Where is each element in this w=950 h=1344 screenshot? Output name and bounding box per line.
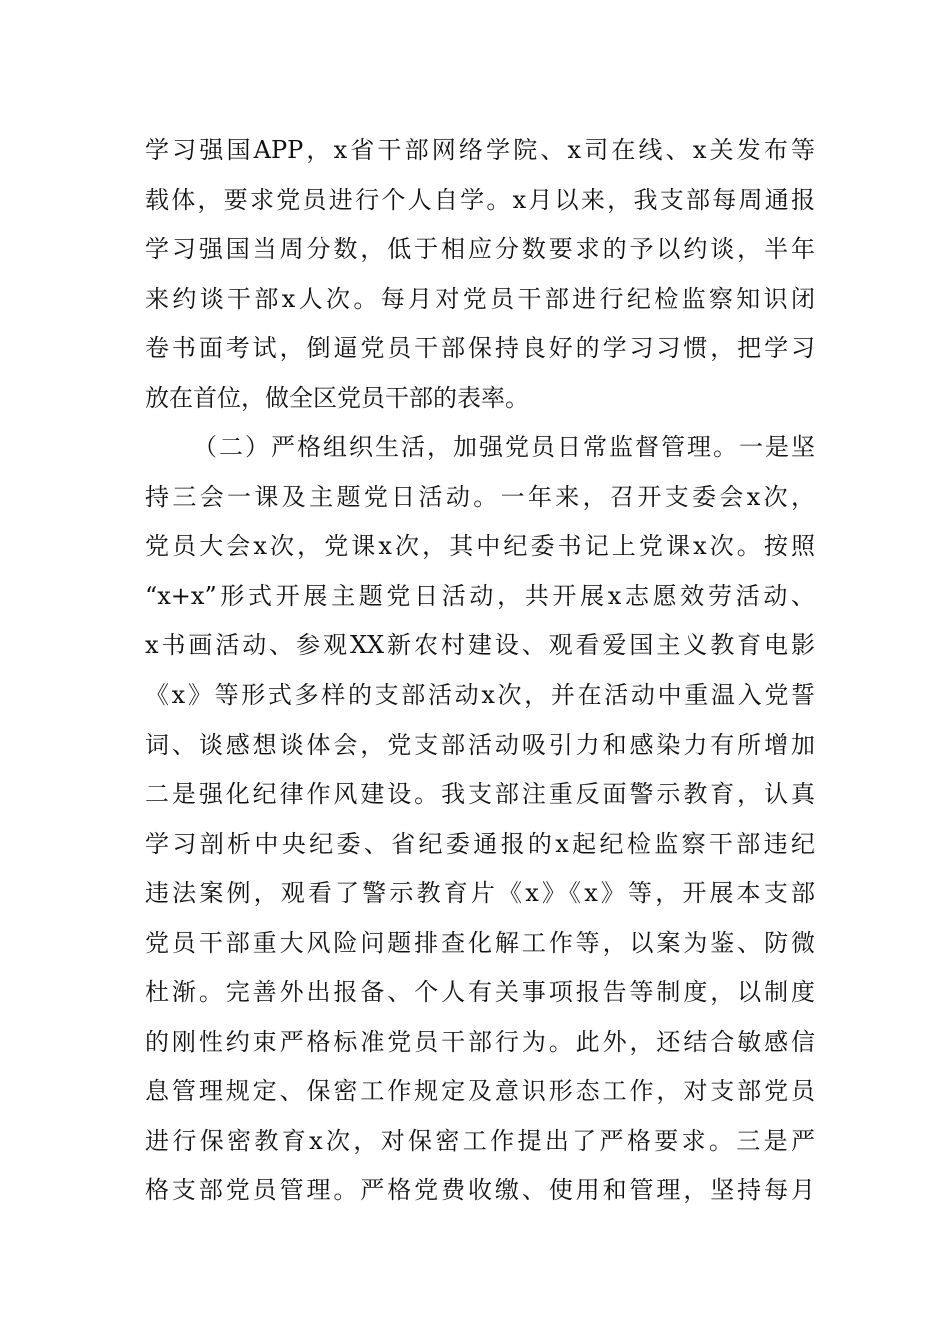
body-text-line: 来约谈干部x人次。每月对党员干部进行纪检监察知识闭 [145,284,815,313]
document-body-text [145,126,815,1216]
body-text-line: 学习剖析中央纪委、省纪委通报的x起纪检监察干部违纪 [145,829,815,858]
body-text-line: 进行保密教育x次，对保密工作提出了严格要求。三是严 [145,1126,815,1155]
body-text-line: 息管理规定、保密工作规定及意识形态工作，对支部党员 [145,1077,815,1106]
body-text-line: 持三会一课及主题党日活动。一年来，召开支委会x次， [145,482,815,511]
body-text-line: 格支部党员管理。严格党费收缴、使用和管理，坚持每月 [145,1176,815,1205]
body-text-line: 学习强国当周分数，低于相应分数要求的予以约谈，半年 [145,235,815,264]
body-text-line: 杜渐。完善外出报备、个人有关事项报告等制度，以制度 [145,978,815,1007]
body-text-line: 违法案例，观看了警示教育片《x》《x》等，开展本支部 [145,879,815,908]
body-text-line: “x+x”形式开展主题党日活动，共开展x志愿效劳活动、 [145,581,815,610]
body-text-line: （二）严格组织生活，加强党员日常监督管理。一是坚 [193,433,815,462]
body-text-line: 载体，要求党员进行个人自学。x月以来，我支部每周通报 [145,185,815,214]
body-text-line: 二是强化纪律作风建设。我支部注重反面警示教育，认真 [145,780,815,809]
body-text-line: 词、谈感想谈体会，党支部活动吸引力和感染力有所增加 [145,730,815,759]
body-text-line: 党员干部重大风险问题排查化解工作等，以案为鉴、防微 [145,928,815,957]
body-text-line: 卷书面考试，倒逼党员干部保持良好的学习习惯，把学习 [145,334,815,363]
body-text-line: 的刚性约束严格标准党员干部行为。此外，还结合敏感信 [145,1027,815,1056]
body-text-line: 《x》等形式多样的支部活动x次，并在活动中重温入党誓 [145,681,815,710]
body-text-line: x书画活动、参观XX新农村建设、观看爱国主义教育电影 [145,631,815,660]
body-text-line: 党员大会x次，党课x次，其中纪委书记上党课x次。按照 [145,532,815,561]
body-text-line: 学习强国APP，x省干部网络学院、x司在线、x关发布等 [145,136,815,164]
body-text-line: 放在首位，做全区党员干部的表率。 [145,383,529,412]
